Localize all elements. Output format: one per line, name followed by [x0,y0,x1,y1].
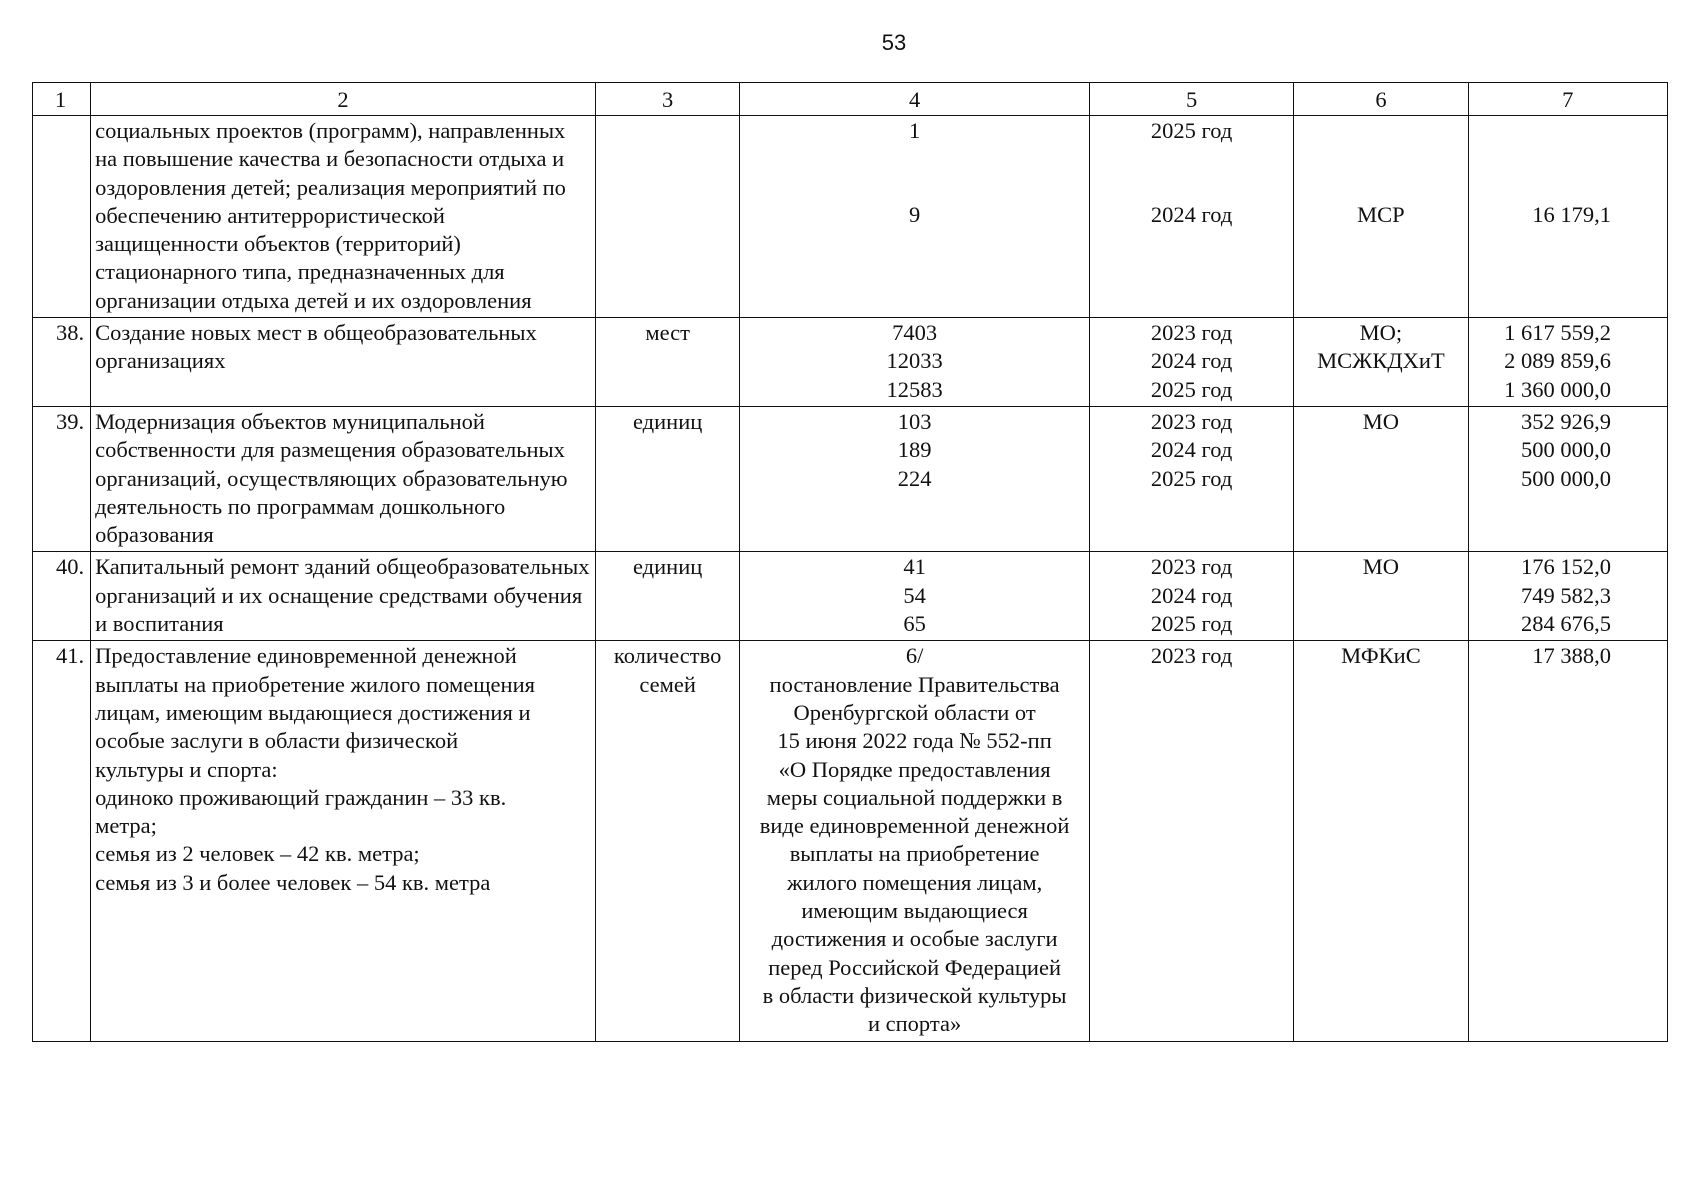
value-line: виде единовременной денежной [759,813,1070,839]
amount-line: 176 152,0 [1521,554,1611,580]
value-line: 1 [908,118,921,143]
header-col-7: 7 [1468,83,1667,116]
row-values [740,406,1090,551]
row-years [1089,552,1293,641]
value-line: 54 [903,582,926,608]
table-row [33,406,1668,551]
value-line: в области физической культуры [762,982,1067,1008]
value-line: постановление Правительства [769,671,1060,697]
row-values [740,318,1090,407]
year-line: 2024 год [1150,348,1233,374]
table-row [33,552,1668,641]
table-row [33,641,1668,1041]
year-line: 2025 год [1150,611,1233,637]
year-line: 2025 год [1150,118,1233,143]
header-col-6: 6 [1294,83,1468,116]
row-values [740,552,1090,641]
unit-line: семей [639,671,696,697]
row-years [1089,406,1293,551]
value-line: 224 [897,465,932,491]
row-years [1089,641,1293,1041]
year-line: 2024 год [1150,437,1233,463]
value-line: 41 [903,554,926,580]
description-line: культуры и спорта: [95,756,278,782]
header-col-1: 1 [33,83,91,116]
value-line: жилого помещения лицам, [786,869,1043,895]
row-executor [1294,641,1468,1041]
header-col-2: 2 [91,83,596,116]
amount-line: 500 000,0 [1521,465,1611,491]
row-description: социальных проектов (программ), направленных на повышение качества и безопасности отдыха и оздоровления детей; реализация мероприятий по обеспечению антитеррористической защищенности объектов (территорий) стационарного типа, предназначенных для организации отдыха детей и их оздоровления [91,116,596,318]
description-line: особые заслуги в области физической [95,728,459,754]
row-years [1089,116,1293,318]
description-line: лицам, имеющим выдающиеся достижения и [95,699,531,725]
row-number: 40. [33,552,91,641]
amount-line: 1 360 000,0 [1504,376,1611,402]
executor-line: МО [1362,408,1400,434]
row-values [740,641,1090,1041]
row-executor [1294,406,1468,551]
row-number: 39. [33,406,91,551]
executor-line: МСР [1357,202,1405,228]
row-years [1089,318,1293,407]
table-row-continuation [33,116,1668,318]
row-description: Модернизация объектов муниципальной собственности для размещения образовательных организаций, осуществляющих образовательную деятельность по программам дошкольного образования [91,406,596,551]
value-line: имеющим выдающиеся [801,898,1028,924]
executor-line: МО; [1359,320,1403,346]
amount-line: 500 000,0 [1521,437,1611,463]
row-unit: мест [596,318,740,407]
row-unit [596,116,740,318]
executor-line: МО [1362,554,1400,580]
description-line: одиноко проживающий гражданин – 33 кв. [95,784,507,810]
row-unit: единиц [596,552,740,641]
amount-line: 284 676,5 [1521,611,1611,637]
value-line: 103 [897,408,932,434]
row-amount [1468,116,1667,318]
table-header-row [33,83,1668,116]
row-unit [596,641,740,1041]
value-line: 9 [908,202,921,228]
page-number: 53 [881,30,907,55]
value-line: 12033 [886,348,943,374]
row-unit: единиц [596,406,740,551]
amount-line: 749 582,3 [1521,582,1611,608]
year-line: 2023 год [1150,408,1233,434]
description-line: семья из 3 и более человек – 54 кв. метра [95,869,491,895]
row-executor [1294,318,1468,407]
row-description: Создание новых мест в общеобразовательных организациях [91,318,596,407]
year-line: 2023 год [1150,320,1233,346]
value-line: 189 [897,437,932,463]
row-executor [1294,552,1468,641]
value-line: 15 июня 2022 года № 552-пп [777,728,1052,754]
amount-line: 352 926,9 [1521,408,1611,434]
header-col-4: 4 [740,83,1090,116]
year-line: 2025 год [1150,376,1233,402]
year-line: 2025 год [1150,465,1233,491]
year-line: 2023 год [1150,554,1233,580]
table-row [33,318,1668,407]
row-amount [1468,552,1667,641]
row-executor [1294,116,1468,318]
year-line: 2024 год [1150,202,1233,228]
executor-line: МСЖКДХиТ [1317,348,1445,374]
row-number: 38. [33,318,91,407]
row-description [91,641,596,1041]
value-line: меры социальной поддержки в [766,784,1063,810]
amount-line: 16 179,1 [1532,202,1611,228]
row-amount [1468,641,1667,1041]
value-line: перед Российской Федерацией [768,954,1061,980]
value-line: 6/ [905,643,924,669]
value-line: 7403 [892,320,938,346]
value-line: и спорта» [867,1011,962,1037]
row-number: 41. [33,641,91,1041]
executor-line: МФКиС [1341,643,1421,669]
year-line: 2024 год [1150,582,1233,608]
amount-line: 2 089 859,6 [1504,348,1611,374]
value-line: 12583 [886,376,943,402]
row-amount [1468,406,1667,551]
description-line: выплаты на приобретение жилого помещения [95,671,535,697]
value-line: Оренбургской области от [793,699,1036,725]
description-line: семья из 2 человек – 42 кв. метра; [95,841,420,867]
value-line: выплаты на приобретение [789,841,1040,867]
document-table [32,82,1668,1042]
description-line: метра; [95,813,157,839]
value-line: достижения и особые заслуги [771,926,1058,952]
description-line: Предоставление единовременной денежной [95,643,517,669]
row-number [33,116,91,318]
row-values [740,116,1090,318]
amount-line: 1 617 559,2 [1504,320,1611,346]
value-line: «О Порядке предоставления [778,756,1051,782]
unit-line: количество [613,643,722,669]
year-line: 2023 год [1150,643,1233,669]
amount-line: 17 388,0 [1532,643,1611,669]
row-amount [1468,318,1667,407]
value-line: 65 [903,611,926,637]
header-col-5: 5 [1089,83,1293,116]
row-description: Капитальный ремонт зданий общеобразовательных организаций и их оснащение средствами обучения и воспитания [91,552,596,641]
header-col-3: 3 [596,83,740,116]
